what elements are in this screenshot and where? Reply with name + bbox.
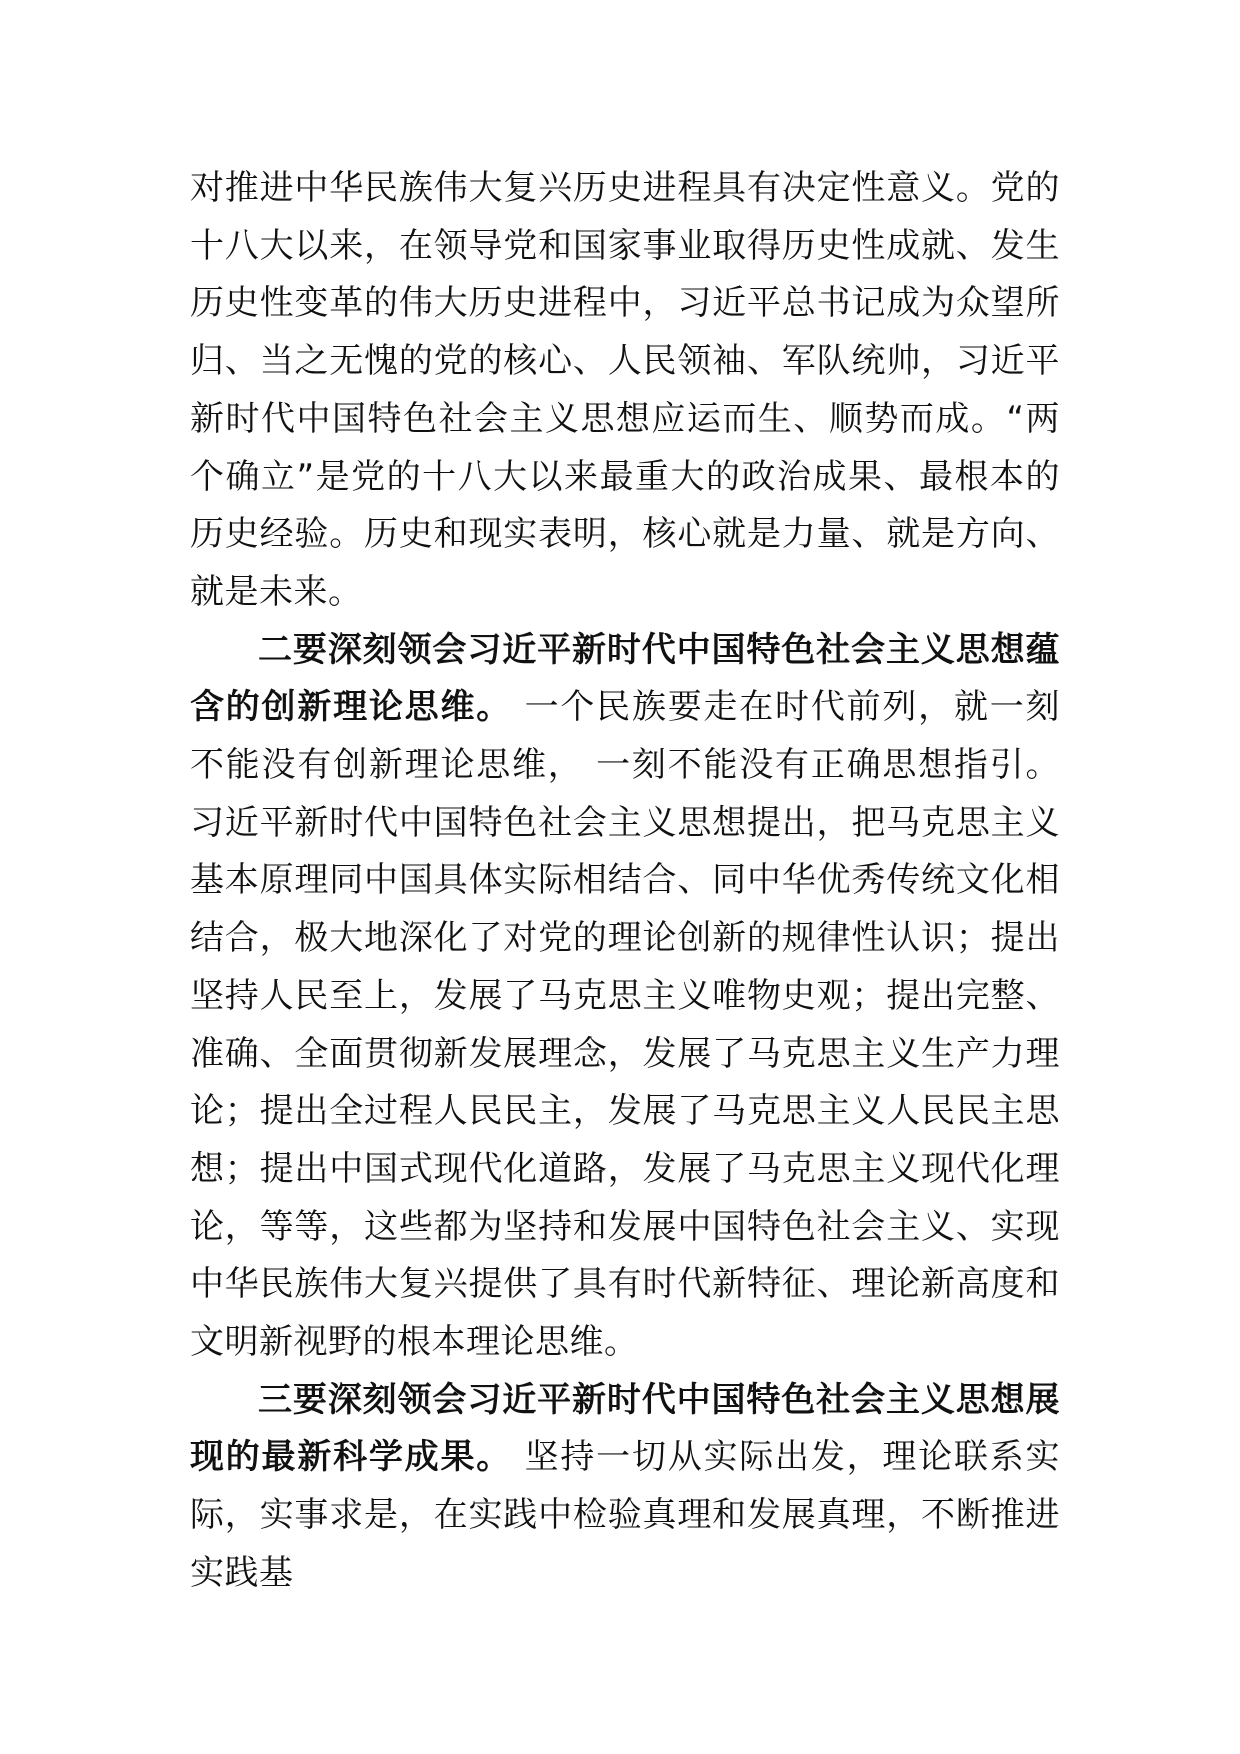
paragraph-heading: 二要深刻领会习近平新时代中国特色社会主义思想蕴含的创新理论思维。 [190,629,1060,728]
paragraph-text: 坚持一切从实际出发，理论联系实际，实事求是，在实践中检验真理和发展真理，不断推进实践基 [190,1437,1061,1593]
paragraph-point-three [190,1372,1060,1603]
paragraph-text: 对推进中华民族伟大复兴历史进程具有决定性意义。党的十八大以来，在领导党和国家事业取得历史性成就、发生历史性变革的伟大历史进程中，习近平总书记成为众望所归、当之无愧的党的核心、人民领袖、军队统帅，习近平新时代中国特色社会主义思想应运而生、顺势而成。“两个确立”是党的十八大以来最重大的政治成果、最根本的历史经验。历史和现实表明，核心就是力量、就是方向、就是未来。 [190,168,1060,612]
paragraph-point-two [190,622,1060,1372]
paragraph-text: 一个民族要走在时代前列，就一刻不能没有创新理论思维， 一刻不能没有正确思想指引。习近平新时代中国特色社会主义思想提出，把马克思主义基本原理同中国具体实际相结合、同中华优秀传统文化相结合，极大地深化了对党的理论创新的规律性认识；提出坚持人民至上，发展了马克思主义唯物史观；提出完整、准确、全面贯彻新发展理念，发展了马克思主义生产力理论；提出全过程人民民主，发展了马克思主义人民民主思想；提出中国式现代化道路，发展了马克思主义现代化理论，等等，这些都为坚持和发展中国特色社会主义、实现中华民族伟大复兴提供了具有时代新特征、理论新高度和文明新视野的根本理论思维。 [190,687,1061,1363]
document-body [190,160,1060,1603]
paragraph-heading: 三要深刻领会习近平新时代中国特色社会主义思想展现的最新科学成果。 [190,1379,1060,1478]
paragraph-continuation [190,160,1060,622]
